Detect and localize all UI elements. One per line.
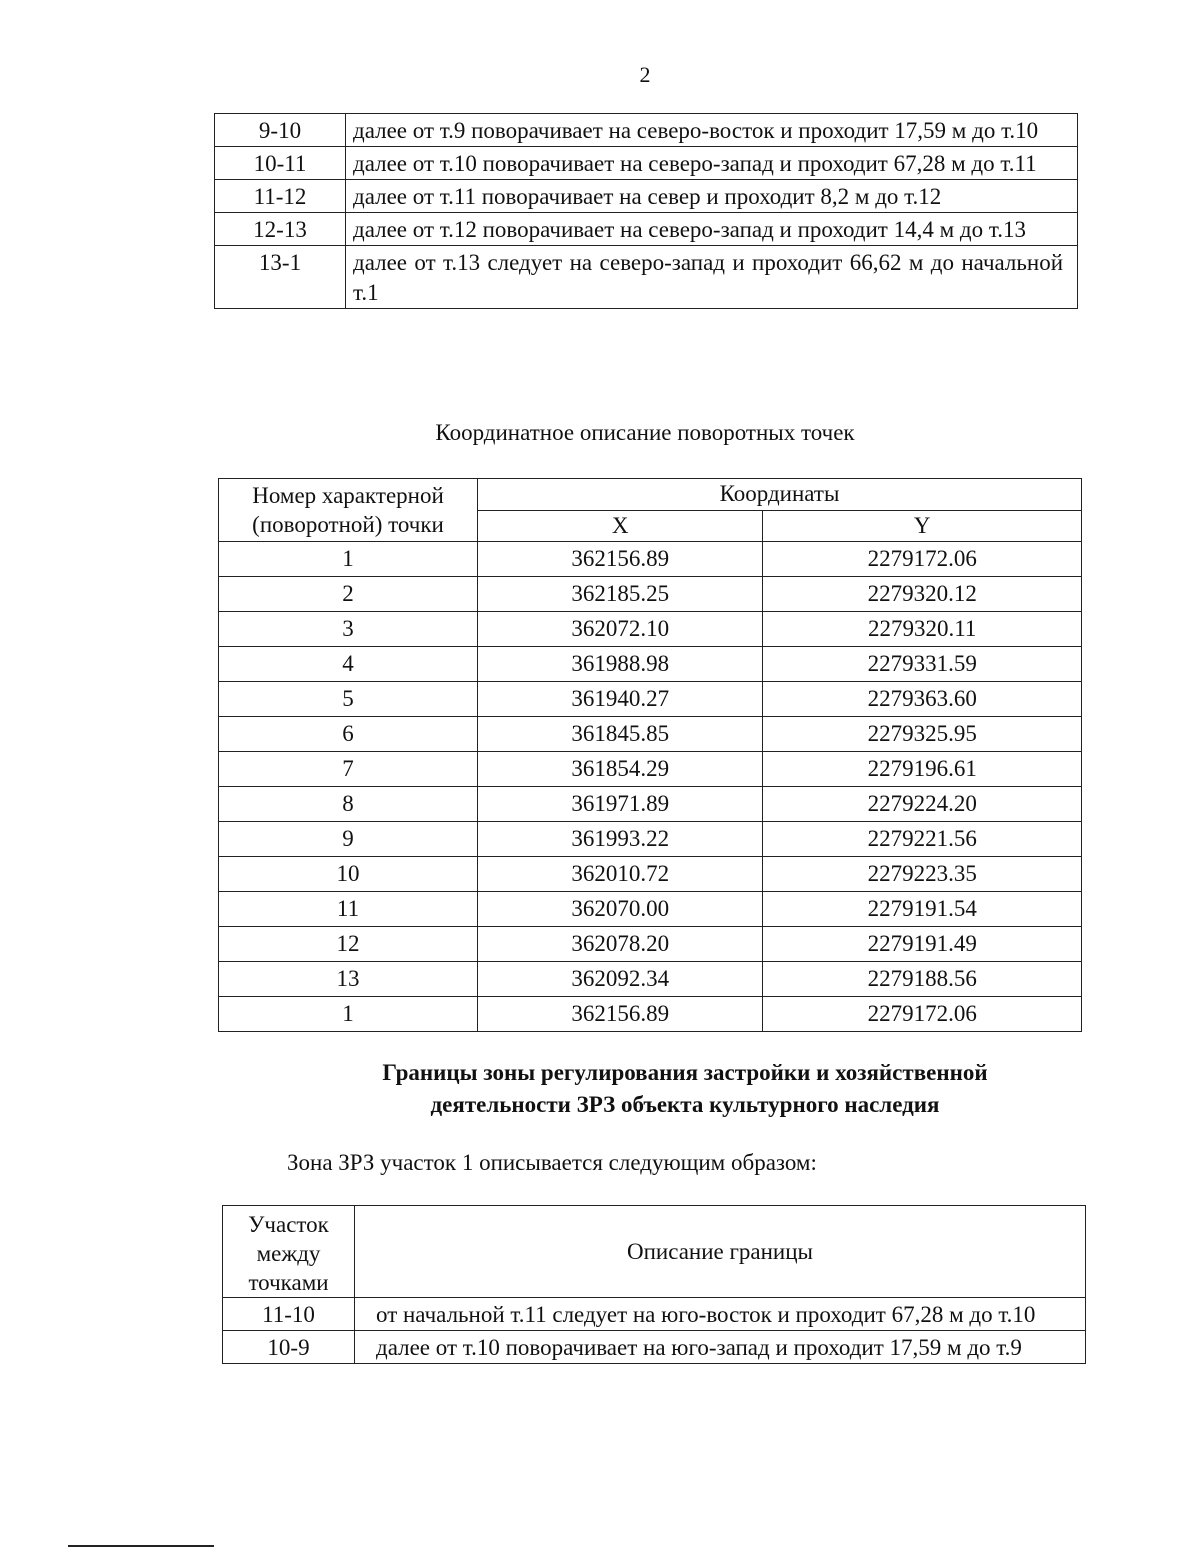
zone-title-line-2: деятельности ЗРЗ объекта культурного наследия: [430, 1092, 940, 1117]
coord-y: 2279331.59: [763, 647, 1082, 682]
boundary-row: [215, 114, 1078, 147]
coordinate-row: [219, 647, 1082, 682]
coord-x: 361971.89: [478, 787, 763, 822]
segment-description: далее от т.13 следует на северо-запад и проходит 66,62 м до начальной т.1: [346, 246, 1078, 309]
coord-y: 2279196.61: [763, 752, 1082, 787]
coord-y: 2279172.06: [763, 542, 1082, 577]
coord-x: 362156.89: [478, 997, 763, 1032]
coordinate-row: [219, 717, 1082, 752]
coord-x: 361988.98: [478, 647, 763, 682]
point-number: 3: [219, 612, 478, 647]
segment-description: далее от т.11 поворачивает на север и проходит 8,2 м до т.12: [346, 180, 1078, 213]
coord-y: 2279191.49: [763, 927, 1082, 962]
point-number: 13: [219, 962, 478, 997]
segment-description: далее от т.12 поворачивает на северо-запад и проходит 14,4 м до т.13: [346, 213, 1078, 246]
zone-intro: Зона ЗРЗ участок 1 описывается следующим образом:: [287, 1150, 817, 1175]
coord-x: 362185.25: [478, 577, 763, 612]
coordinates-title: Координатное описание поворотных точек: [435, 420, 855, 445]
point-number: 11: [219, 892, 478, 927]
boundary-row: [215, 180, 1078, 213]
footnote-divider: [68, 1545, 214, 1547]
header-description: Описание границы: [355, 1206, 1086, 1298]
coordinate-row: [219, 682, 1082, 717]
point-number: 5: [219, 682, 478, 717]
point-number: 1: [219, 542, 478, 577]
coordinate-row: [219, 927, 1082, 962]
point-number: 7: [219, 752, 478, 787]
segment-description: далее от т.10 поворачивает на юго-запад и проходит 17,59 м до т.9: [355, 1331, 1086, 1364]
coord-y: 2279363.60: [763, 682, 1082, 717]
coordinate-row: [219, 577, 1082, 612]
point-number: 10: [219, 857, 478, 892]
coord-y: 2279224.20: [763, 787, 1082, 822]
coord-y: 2279191.54: [763, 892, 1082, 927]
coordinate-row: [219, 542, 1082, 577]
coord-y: 2279320.11: [763, 612, 1082, 647]
coord-y: 2279320.12: [763, 577, 1082, 612]
coordinate-row: [219, 822, 1082, 857]
header-coordinates: Координаты: [478, 479, 1082, 511]
boundary-row: [215, 246, 1078, 309]
coord-x: 362010.72: [478, 857, 763, 892]
coord-x: 362070.00: [478, 892, 763, 927]
segment-points: 11-10: [223, 1298, 355, 1331]
segment-points: 11-12: [215, 180, 346, 213]
boundary-row: [215, 147, 1078, 180]
coord-y: 2279223.35: [763, 857, 1082, 892]
point-number: 9: [219, 822, 478, 857]
header-x: X: [478, 510, 763, 542]
coordinate-row: [219, 892, 1082, 927]
coordinate-row: [219, 857, 1082, 892]
coordinates-header-row: [219, 479, 1082, 511]
segment-points: 10-11: [215, 147, 346, 180]
segment-description: от начальной т.11 следует на юго-восток и проходит 67,28 м до т.10: [355, 1298, 1086, 1331]
segment-description: далее от т.10 поворачивает на северо-запад и проходит 67,28 м до т.11: [346, 147, 1078, 180]
point-number: 2: [219, 577, 478, 612]
coord-x: 361845.85: [478, 717, 763, 752]
coord-x: 362072.10: [478, 612, 763, 647]
coord-x: 362156.89: [478, 542, 763, 577]
coord-x: 362078.20: [478, 927, 763, 962]
coordinate-row: [219, 962, 1082, 997]
zone-table: [222, 1205, 1086, 1364]
coord-x: 361940.27: [478, 682, 763, 717]
header-segment: Участок между точками: [223, 1206, 355, 1298]
segment-points: 9-10: [215, 114, 346, 147]
coordinate-row: [219, 997, 1082, 1032]
header-y: Y: [763, 510, 1082, 542]
coord-y: 2279172.06: [763, 997, 1082, 1032]
coord-y: 2279221.56: [763, 822, 1082, 857]
coordinate-row: [219, 752, 1082, 787]
segment-points: 10-9: [223, 1331, 355, 1364]
boundary-table: [214, 113, 1078, 309]
point-number: 8: [219, 787, 478, 822]
coordinates-table: [218, 478, 1082, 1032]
zone-title: [0, 1057, 1200, 1121]
point-number: 1: [219, 997, 478, 1032]
zone-title-line-1: Границы зоны регулирования застройки и хозяйственной: [382, 1060, 988, 1085]
coord-x: 361993.22: [478, 822, 763, 857]
segment-points: 12-13: [215, 213, 346, 246]
point-number: 4: [219, 647, 478, 682]
boundary-row: [215, 213, 1078, 246]
coord-x: 362092.34: [478, 962, 763, 997]
coordinate-row: [219, 612, 1082, 647]
segment-points: 13-1: [215, 246, 346, 309]
page-number: 2: [639, 62, 651, 87]
zone-row: [223, 1331, 1086, 1364]
zone-row: [223, 1298, 1086, 1331]
segment-description: далее от т.9 поворачивает на северо-восток и проходит 17,59 м до т.10: [346, 114, 1078, 147]
point-number: 6: [219, 717, 478, 752]
coord-y: 2279188.56: [763, 962, 1082, 997]
header-point-number: Номер характерной (поворотной) точки: [219, 479, 478, 542]
zone-header-row: [223, 1206, 1086, 1298]
coord-y: 2279325.95: [763, 717, 1082, 752]
coord-x: 361854.29: [478, 752, 763, 787]
coordinate-row: [219, 787, 1082, 822]
point-number: 12: [219, 927, 478, 962]
